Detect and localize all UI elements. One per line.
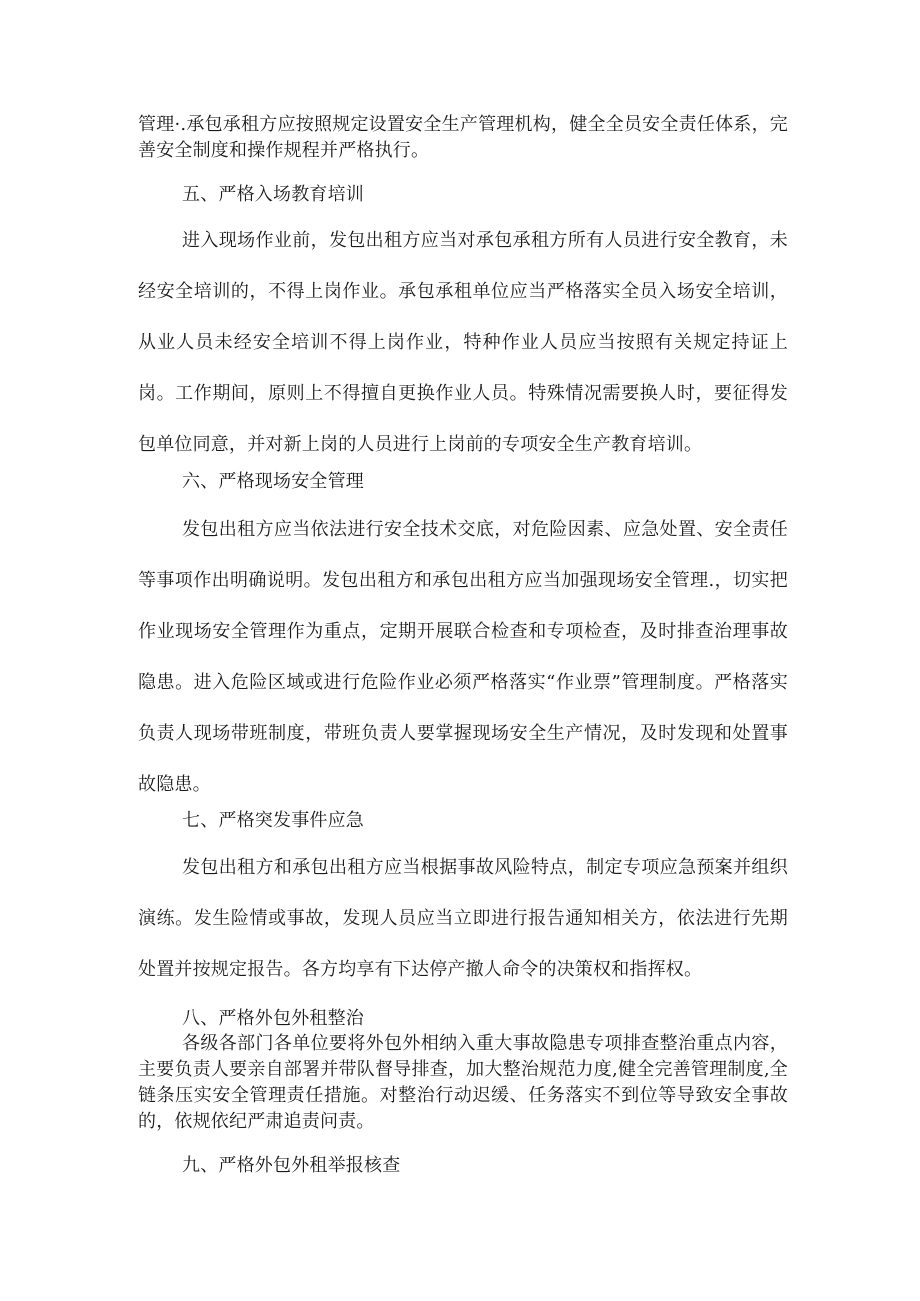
section-7-body: 发包出租方和承包出租方应当根据事故风险特点，制定专项应急预案并组织演练。发生险情或事故，发现人员应当立即进行报告通知相关方，依法进行先期处置并按规定报告。各方均享有下达停产撤人命令的决策权和指挥权。 [138, 857, 788, 980]
section-5-heading: 五、严格入场教育培训 [182, 184, 364, 205]
section-6-heading: 六、严格现场安全管理 [182, 471, 364, 492]
section-8-heading: 八、严格外包外租整治 [182, 1008, 364, 1029]
section-6-body: 发包出租方应当依法进行安全技术交底，对危险因素、应急处置、安全责任等事项作出明确说明。发包出租方和承包出租方应当加强现场安全管理.，切实把作业现场安全管理作为重点，定期开展联合检查和专项检查，及时排查治理事故隐患。进入危险区域或进行危险作业必须严格落实“作业票”管理制度。严格落实负责人现场带班制度，带班负责人要掌握现场安全生产情况，及时发现和处置事故隐患。 [138, 519, 788, 795]
section-9-heading: 九、严格外包外租举报核查 [182, 1155, 401, 1176]
section-5-body: 进入现场作业前，发包出租方应当对承包承租方所有人员进行安全教育，未经安全培训的，不得上岗作业。承包承租单位应当严格落实全员入场安全培训，从业人员未经安全培训不得上岗作业，特种作业人员应当按照有关规定持证上岗。工作期间，原则上不得擅自更换作业人员。特殊情况需要换人时，要征得发包单位同意，并对新上岗的人员进行上岗前的专项安全生产教育培训。 [138, 230, 788, 455]
section-7-heading: 七、严格突发事件应急 [182, 810, 364, 831]
section-8-body: 各级各部门各单位要将外包外相纳入重大事故隐患专项排查整治重点内容，主要负责人要亲自部署并带队督导排查，加大整治规范力度,健全完善管理制度,全链条压实安全管理责任措施。对整治行动迟缓、任务落实不到位等导致安全事故的，依规依纪严肃追责问责。 [138, 1033, 788, 1132]
intro-paragraph: 管理·.承包承租方应按照规定设置安全生产管理机构，健全全员安全责任体系，完善安全制度和操作规程并严格执行。 [138, 114, 788, 161]
